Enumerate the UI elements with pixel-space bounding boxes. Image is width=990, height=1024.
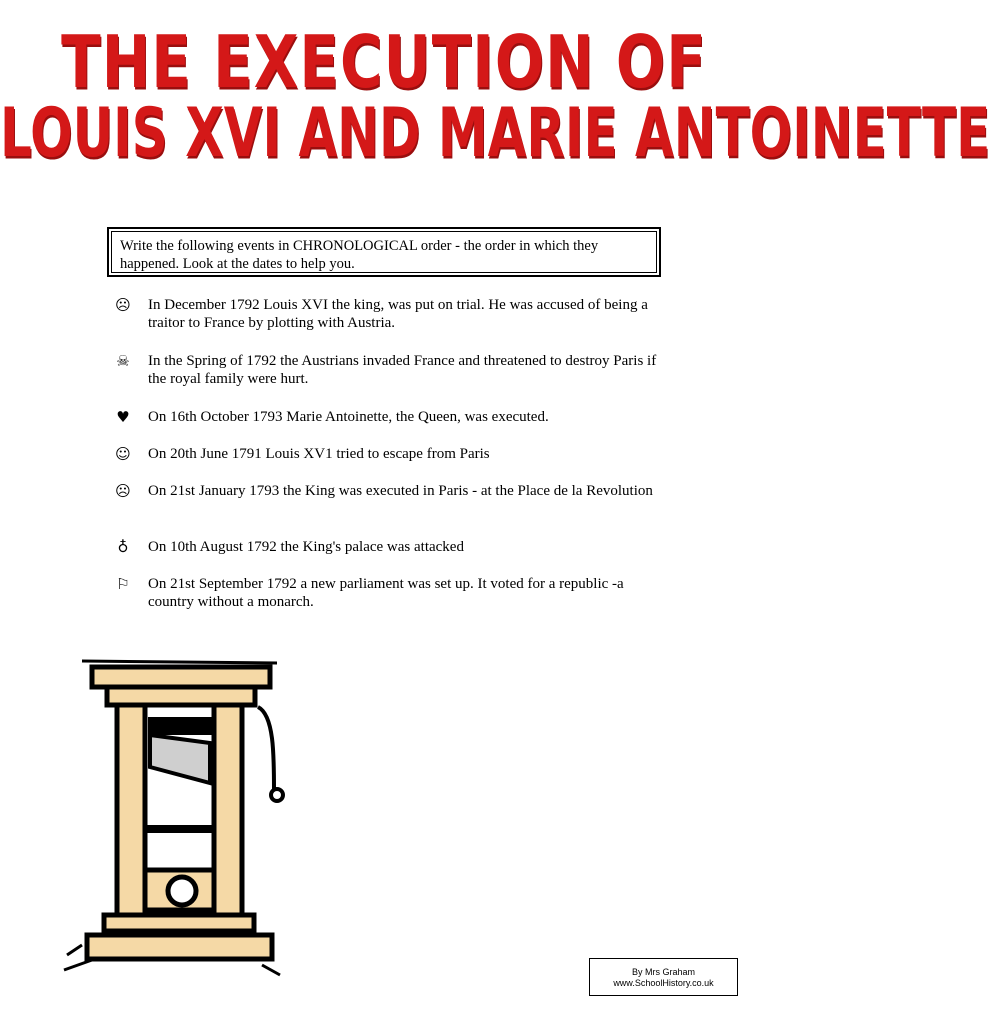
guillotine-illustration	[62, 655, 282, 985]
event-text: On 21st September 1792 a new parliament was set up. It voted for a republic -a country without a monarch.	[148, 576, 624, 610]
event-text: In the Spring of 1792 the Austrians invaded France and threatened to destroy Paris if the royal family were hurt.	[148, 353, 657, 387]
instructions-box	[107, 227, 661, 277]
event-text: On 21st January 1793 the King was executed in Paris - at the Place de la Revolution	[148, 483, 653, 499]
event-text: In December 1792 Louis XVI the king, was put on trial. He was accused of being a traitor to France by plotting with Austria.	[148, 297, 648, 331]
heart-icon: ♥	[116, 408, 130, 426]
bomb-icon: ♁	[117, 538, 129, 556]
credit-website: www.SchoolHistory.co.uk	[613, 978, 714, 988]
instructions-text: Write the following events in CHRONOLOGICAL order - the order in which they happened. Look at the dates to help you.	[111, 231, 657, 273]
sad-face-icon: ☹	[115, 296, 131, 314]
event-text: On 20th June 1791 Louis XV1 tried to escape from Paris	[148, 446, 490, 462]
event-text: On 10th August 1792 the King's palace was attacked	[148, 539, 464, 555]
credit-author: By Mrs Graham	[631, 967, 695, 977]
sad-face-icon: ☹	[115, 482, 131, 500]
event-text: On 16th October 1793 Marie Antoinette, the Queen, was executed.	[148, 409, 549, 425]
title-line-1: THE EXECUTION OF	[61, 19, 707, 105]
skull-crossbones-icon: ☠	[116, 352, 130, 370]
flag-icon: ⚐	[116, 575, 130, 593]
title-line-2: LOUIS XVI AND MARIE ANTOINETTE	[0, 93, 990, 173]
credit-box	[589, 958, 738, 996]
smiley-face-icon: ☺	[115, 445, 131, 463]
